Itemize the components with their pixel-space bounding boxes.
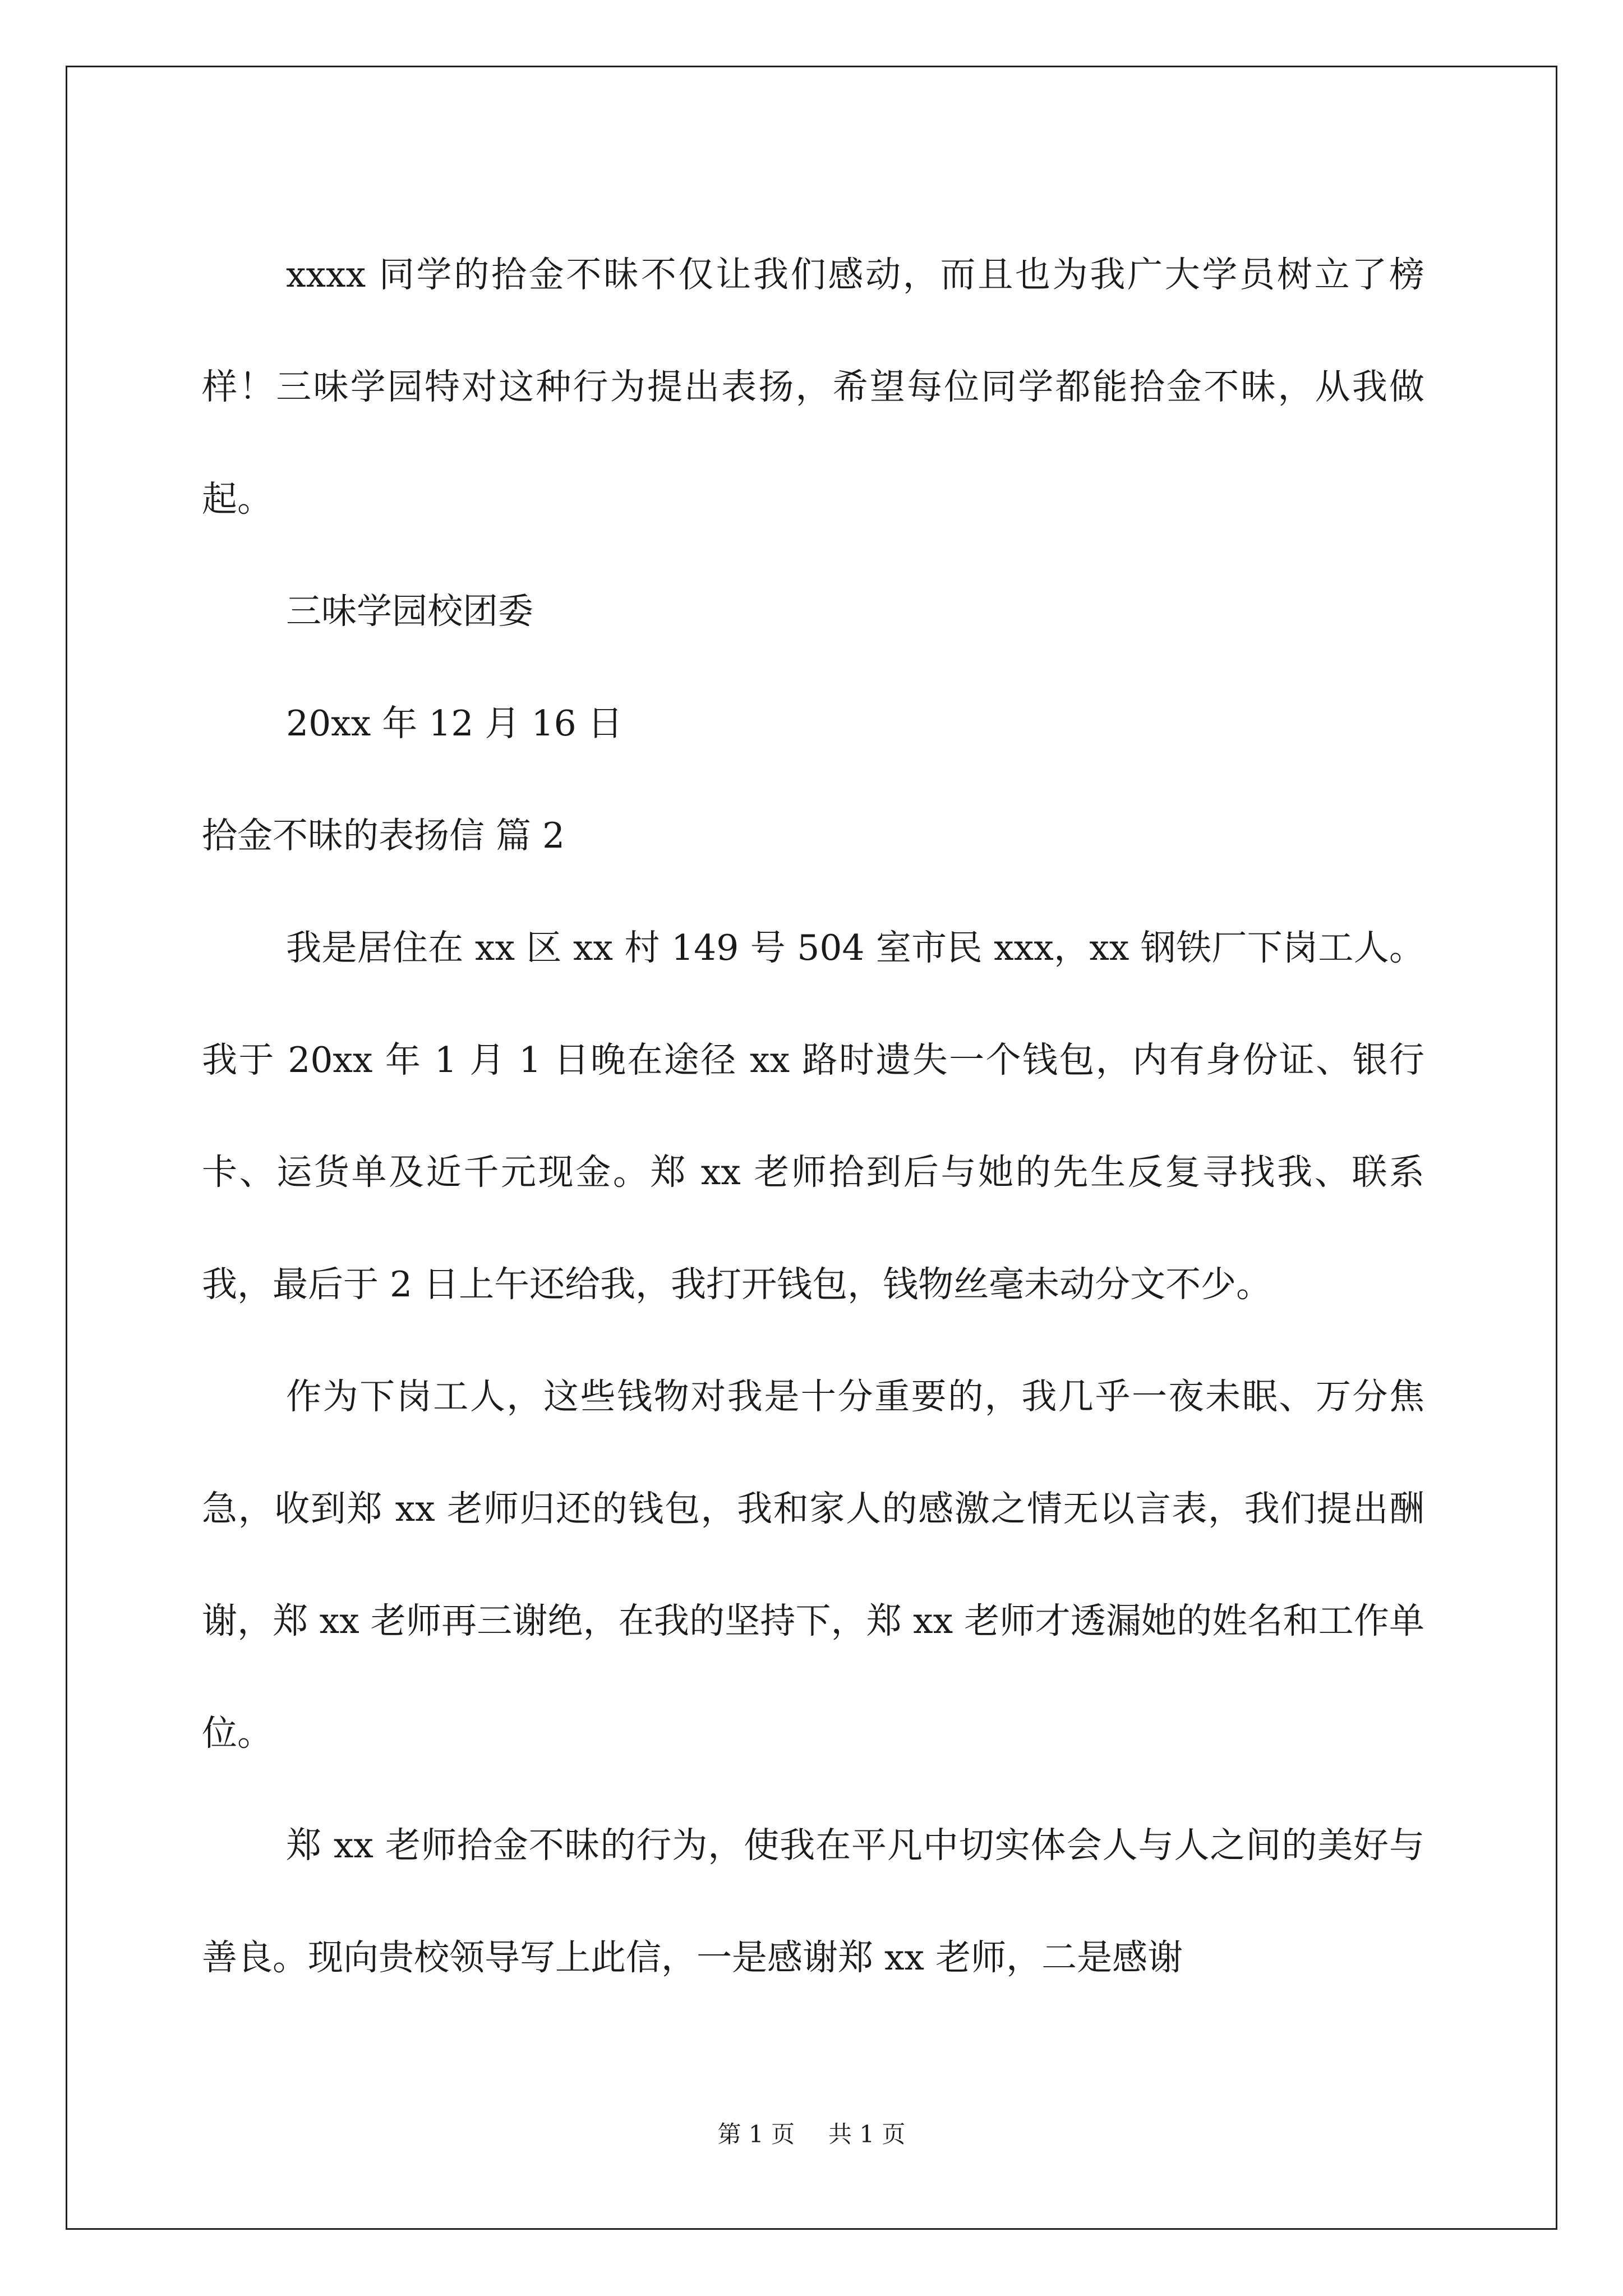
body-paragraph: 我是居住在 xx 区 xx 村 149 号 504 室市民 xxx，xx 钢铁厂下岗工人。我于 20xx 年 1 月 1 日晚在途径 xx 路时遗失一个钱包，内有身份证、银行卡、运货单及近千元现金。郑 xx 老师拾到后与她的先生反复寻找我、联系我，最后于 2 日上午还给我，我打开钱包，钱物丝毫未动分文不少。 [202,927,1424,1305]
document-body [202,219,1424,2014]
section-title: 拾金不昧的表扬信 篇 2 [202,815,565,856]
signature-organization: 三味学园校团委 [286,591,533,632]
page-total: 共 1 页 [828,2120,906,2148]
body-paragraph: 作为下岗工人，这些钱物对我是十分重要的，我几乎一夜未眠、万分焦急，收到郑 xx 老师归还的钱包，我和家人的感激之情无以言表，我们提出酬谢，郑 xx 老师再三谢绝，在我的坚持下，郑 xx 老师才透漏她的姓名和工作单位。 [202,1376,1424,1754]
body-paragraph: xxxx 同学的拾金不昧不仅让我们感动，而且也为我广大学员树立了榜样！三味学园特对这种行为提出表扬，希望每位同学都能拾金不昧，从我做起。 [202,254,1424,519]
signature-date: 20xx 年 12 月 16 日 [286,703,623,744]
page-number: 第 1 页 [717,2120,795,2148]
page-footer [0,2118,1623,2151]
body-paragraph: 郑 xx 老师拾金不昧的行为，使我在平凡中切实体会人与人之间的美好与善良。现向贵校领导写上此信，一是感谢郑 xx 老师，二是感谢 [202,1825,1424,1978]
